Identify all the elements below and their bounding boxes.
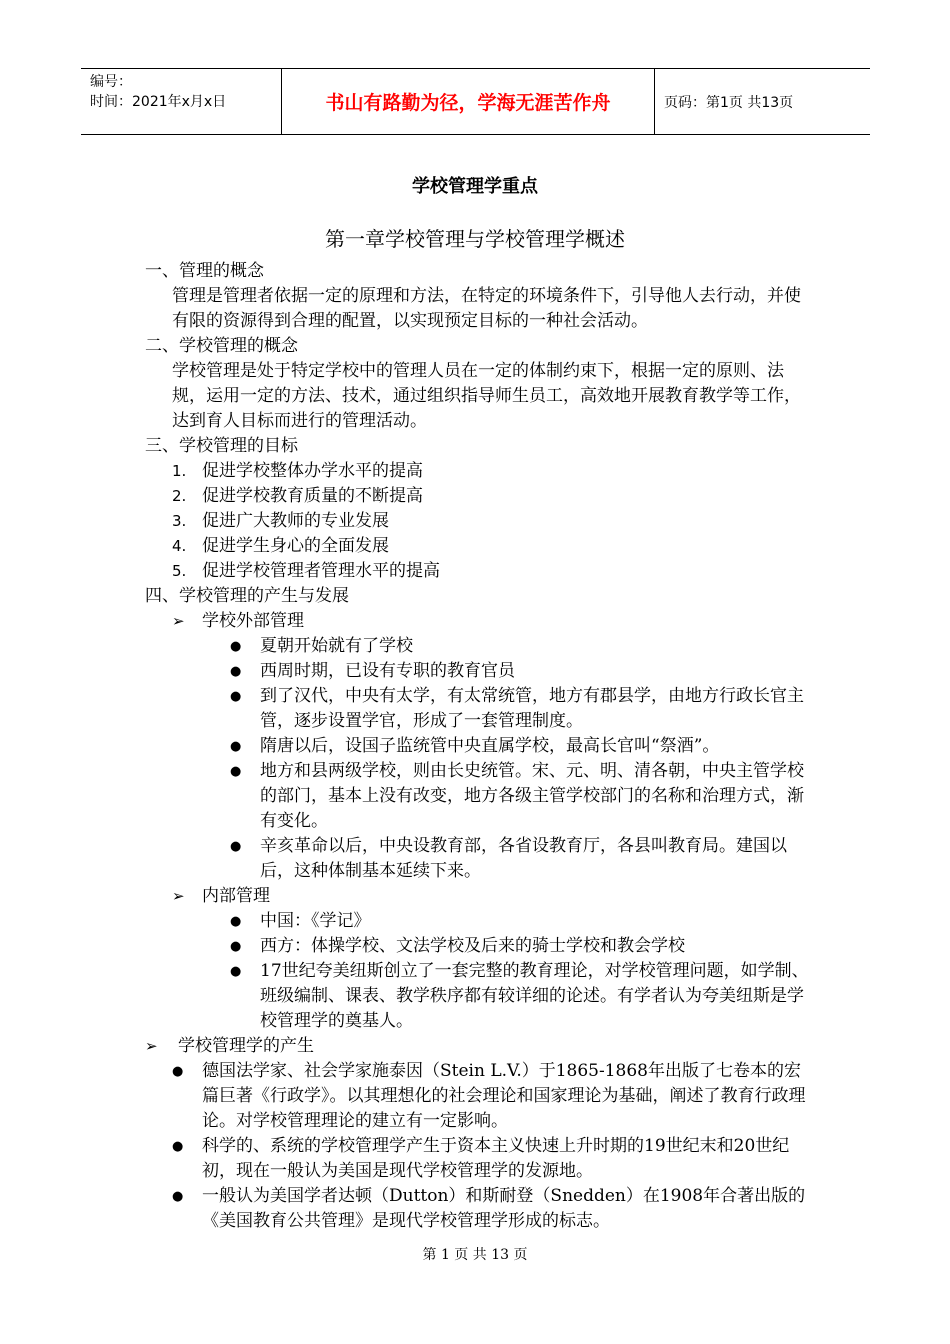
- list-item-text: 西周时期，已设有专职的教育官员: [260, 661, 515, 681]
- bullet-icon: ●: [230, 839, 242, 854]
- numbered-item: [145, 459, 810, 484]
- item-text: 促进学校教育质量的不断提高: [202, 486, 423, 506]
- item-text: 促进学校管理者管理水平的提高: [202, 561, 440, 581]
- list-item: [145, 834, 810, 884]
- list-item-text: 西方：体操学校、文法学校及后来的骑士学校和教会学校: [260, 936, 685, 956]
- header-motto: 书山有路勤为径，学海无涯苦作舟: [281, 69, 655, 134]
- item-number: 1.: [172, 462, 187, 480]
- bullet-icon: ●: [230, 639, 242, 654]
- item-text: 促进学校整体办学水平的提高: [202, 461, 423, 481]
- list-item-text: 一般认为美国学者达顿（Dutton）和斯耐登（Snedden）在1908年合著出版的《美国教育公共管理》是现代学校管理学形成的标志。: [202, 1186, 806, 1231]
- header-page-info: 页码：第1页 共13页: [664, 94, 794, 111]
- bullet-icon: ●: [230, 964, 242, 979]
- subheading-internal: [145, 884, 810, 909]
- list-item: [145, 759, 810, 834]
- list-item-text: 德国法学家、社会学家施泰因（Stein L.V.）于1865-1868年出版了七卷本的宏篇巨著《行政学》。以其理想化的社会理论和国家理论为基础，阐述了教育行政理论。对学校管理理论的建立有一定影响。: [202, 1061, 806, 1131]
- chapter-title: 第一章学校管理与学校管理学概述: [325, 227, 625, 251]
- bullet-icon: ●: [230, 664, 242, 679]
- list-item: [145, 734, 810, 759]
- doc-title: 学校管理学重点: [412, 176, 538, 197]
- section-heading: 一、管理的概念: [145, 261, 264, 281]
- subheading-origin: [145, 1034, 810, 1059]
- date-label: 时间：2021年x月x日: [90, 94, 227, 110]
- paragraph: 管理是管理者依据一定的原理和方法，在特定的环境条件下，引导他人去行动，并使有限的资源得到合理的配置，以实现预定目标的一种社会活动。: [172, 286, 801, 331]
- numbered-item: [145, 534, 810, 559]
- list-item: [145, 1059, 810, 1134]
- subheading-external: [145, 609, 810, 634]
- item-number: 4.: [172, 537, 187, 555]
- bullet-icon: ●: [172, 1064, 184, 1079]
- list-item-text: 中国：《学记》: [260, 911, 371, 931]
- list-item: [145, 959, 810, 1034]
- bullet-icon: ●: [230, 914, 242, 929]
- section-heading: 四、学校管理的产生与发展: [145, 586, 349, 606]
- item-number: 3.: [172, 512, 187, 530]
- list-item-text: 到了汉代，中央有太学，有太常统管，地方有郡县学，由地方行政长官主管，逐步设置学官，形成了一套管理制度。: [260, 686, 804, 731]
- list-item-text: 地方和县两级学校，则由长史统管。宋、元、明、清各朝，中央主管学校的部门，基本上没有改变，地方各级主管学校部门的名称和治理方式，渐有变化。: [260, 761, 804, 831]
- list-item-text: 17世纪夸美纽斯创立了一套完整的教育理论，对学校管理问题，如学制、班级编制、课表、教学秩序都有较详细的论述。有学者认为夸美纽斯是学校管理学的奠基人。: [260, 961, 809, 1031]
- arrow-bullet-icon: ➢: [172, 887, 185, 905]
- list-item-text: 科学的、系统的学校管理学产生于资本主义快速上升时期的19世纪末和20世纪初，现在一般认为美国是现代学校管理学的发源地。: [202, 1136, 790, 1181]
- subheading-text: 学校外部管理: [202, 611, 304, 631]
- numbered-item: [145, 509, 810, 534]
- numbered-item: [145, 559, 810, 584]
- bullet-icon: ●: [230, 739, 242, 754]
- list-item-text: 辛亥革命以后，中央设教育部，各省设教育厅，各县叫教育局。建国以后，这种体制基本延续下来。: [260, 836, 787, 881]
- document-body: [145, 259, 810, 1234]
- subheading-text: 学校管理学的产生: [178, 1036, 314, 1056]
- bullet-icon: ●: [230, 764, 242, 779]
- subheading-text: 内部管理: [202, 886, 270, 906]
- numbered-item: [145, 484, 810, 509]
- paragraph: 学校管理是处于特定学校中的管理人员在一定的体制约束下，根据一定的原则、法规，运用一定的方法、技术，通过组织指导师生员工，高效地开展教育教学等工作，达到育人目标而进行的管理活动。: [172, 361, 801, 431]
- item-text: 促进学生身心的全面发展: [202, 536, 389, 556]
- list-item: [145, 909, 810, 934]
- list-item: [145, 659, 810, 684]
- item-number: 2.: [172, 487, 187, 505]
- header-table: [81, 68, 870, 135]
- item-number: 5.: [172, 562, 187, 580]
- list-item-text: 夏朝开始就有了学校: [260, 636, 413, 656]
- arrow-bullet-icon: ➢: [172, 612, 185, 630]
- bullet-icon: ●: [230, 689, 242, 704]
- item-text: 促进广大教师的专业发展: [202, 511, 389, 531]
- list-item: [145, 684, 810, 734]
- bullet-icon: ●: [172, 1189, 184, 1204]
- list-item: [145, 1184, 810, 1234]
- bullet-icon: ●: [230, 939, 242, 954]
- list-item: [145, 634, 810, 659]
- code-label: 编号：: [90, 74, 132, 90]
- header-meta: [81, 69, 281, 134]
- arrow-bullet-icon: ➢: [145, 1037, 158, 1055]
- bullet-icon: ●: [172, 1139, 184, 1154]
- section-heading: 二、学校管理的概念: [145, 336, 298, 356]
- list-item-text: 隋唐以后，设国子监统管中央直属学校，最高长官叫“祭酒”。: [260, 736, 720, 756]
- list-item: [145, 1134, 810, 1184]
- list-item: [145, 934, 810, 959]
- page-footer: 第 1 页 共 13 页: [422, 1247, 528, 1263]
- section-heading: 三、学校管理的目标: [145, 436, 298, 456]
